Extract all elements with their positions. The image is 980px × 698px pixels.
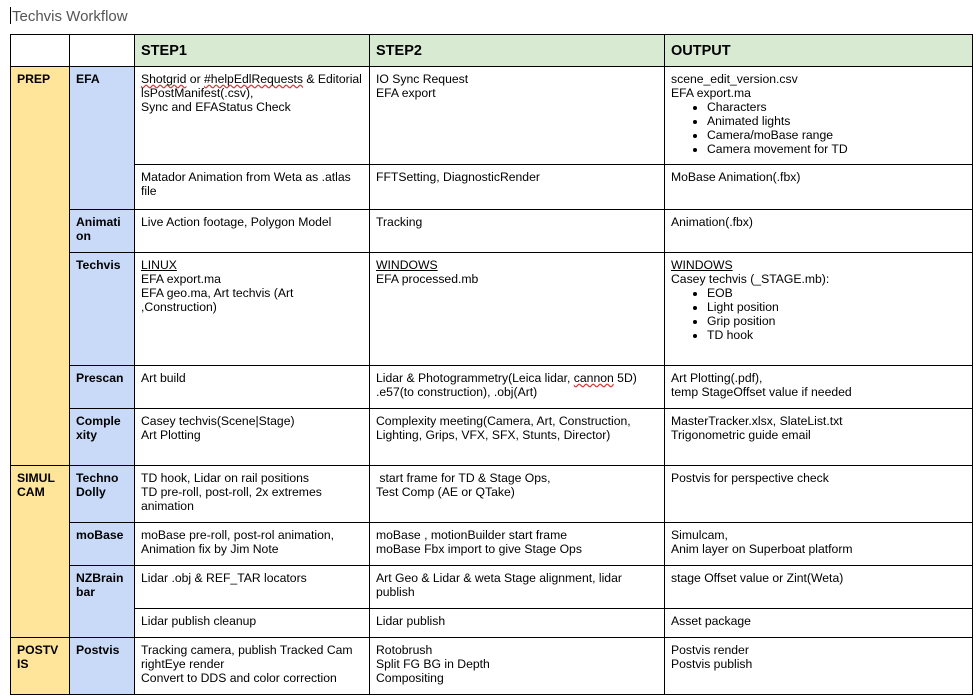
cell-complexity-step2[interactable] xyxy=(370,409,665,466)
cell-nzbrainbar2-step1[interactable]: Lidar publish cleanup xyxy=(135,609,370,638)
cell-animation-step1[interactable]: Live Action footage, Polygon Model xyxy=(135,210,370,253)
list-item: • Animated lights xyxy=(707,114,966,128)
cell-line: EFA processed.mb xyxy=(376,272,479,286)
cell-line: EFA export xyxy=(376,86,436,100)
techvis-output-list xyxy=(671,286,966,342)
help-edl-requests-text: #helpEdlRequests xyxy=(204,72,303,86)
cell-line: scene_edit_version.csv xyxy=(671,72,798,86)
table-row-prescan xyxy=(11,366,973,409)
shotgrid-text: Shotgrid xyxy=(141,72,187,86)
cell-line: Sync and EFAStatus Check xyxy=(141,100,291,114)
cell-line: Compositing xyxy=(376,671,444,685)
cell-efa-step2[interactable] xyxy=(370,67,665,165)
cell-technodolly-step1[interactable] xyxy=(135,466,370,523)
cell-line: Postvis publish xyxy=(671,657,753,671)
cell-postvis-output[interactable] xyxy=(665,638,973,695)
cell-line: ,Construction) xyxy=(141,300,217,314)
table-row-nzbrainbar-1 xyxy=(11,566,973,609)
text-cursor xyxy=(10,7,11,24)
cell-line: EFA geo.ma, Art techvis (Art xyxy=(141,286,294,300)
cell-efa-step1[interactable] xyxy=(135,67,370,165)
header-blank-phase[interactable] xyxy=(11,35,70,67)
cell-line: Postvis render xyxy=(671,643,749,657)
cell-line: EFA export.ma xyxy=(141,272,221,286)
cell-line: publish xyxy=(376,585,415,599)
table-row-mobase xyxy=(11,523,973,566)
table-row-nzbrainbar-2 xyxy=(11,609,973,638)
cell-nzbrainbar1-step1[interactable]: Lidar .obj & REF_TAR locators xyxy=(135,566,370,609)
cell-nzbrainbar2-output[interactable]: Asset package xyxy=(665,609,973,638)
list-item: • Camera movement for TD xyxy=(707,142,966,156)
sub-technodolly[interactable]: Techno Dolly xyxy=(70,466,135,523)
list-item: • EOB xyxy=(707,286,966,300)
cell-line: moBase , motionBuilder start frame xyxy=(376,528,568,542)
os-label-windows: WINDOWS xyxy=(671,258,733,272)
document-title[interactable] xyxy=(10,7,128,25)
cell-efa-output[interactable] xyxy=(665,67,973,165)
list-item: • Camera/moBase range xyxy=(707,128,966,142)
sub-postvis[interactable]: Postvis xyxy=(70,638,135,695)
cannon-text: cannon xyxy=(573,371,614,385)
table-row-efa-1 xyxy=(11,67,973,165)
header-step1[interactable]: STEP1 xyxy=(135,35,370,67)
cell-line: TD pre-roll, post-roll, 2x extremes xyxy=(141,485,322,499)
editorial-text: & Editorial xyxy=(302,72,362,86)
sub-prescan[interactable]: Prescan xyxy=(70,366,135,409)
cell-line: lsPostManifest(.csv), xyxy=(141,86,254,100)
cell-line: .e57(to construction), .obj(Art) xyxy=(376,385,538,399)
cell-line: Lighting, Grips, VFX, SFX, Stunts, Director) xyxy=(376,428,611,442)
cell-line: TD hook, Lidar on rail positions xyxy=(141,471,310,485)
list-item: • TD hook xyxy=(707,328,966,342)
cell-line: Animation fix by Jim Note xyxy=(141,542,279,556)
header-blank-sub[interactable] xyxy=(70,35,135,67)
list-item: • Grip position xyxy=(707,314,966,328)
list-item: • Characters xyxy=(707,100,966,114)
cell-line: file xyxy=(141,184,157,198)
cell-animation-output[interactable]: Animation(.fbx) xyxy=(665,210,973,253)
cell-complexity-output[interactable] xyxy=(665,409,973,466)
cell-line: Trigonometric guide email xyxy=(671,428,811,442)
cell-technodolly-output[interactable]: Postvis for perspective check xyxy=(665,466,973,523)
sub-techvis[interactable]: Techvis xyxy=(70,253,135,366)
cell-nzbrainbar1-step2[interactable] xyxy=(370,566,665,609)
cell-line: Test Comp (AE or QTake) xyxy=(376,485,515,499)
cell-mobase-output[interactable] xyxy=(665,523,973,566)
header-step2[interactable]: STEP2 xyxy=(370,35,665,67)
cell-techvis-step1[interactable] xyxy=(135,253,370,366)
cell-line: Convert to DDS and color correction xyxy=(141,671,337,685)
cell-line: Complexity meeting(Camera, Art, Construction, xyxy=(376,414,631,428)
os-label-windows: WINDOWS xyxy=(376,258,438,272)
table-row-techvis xyxy=(11,253,973,366)
sub-efa[interactable]: EFA xyxy=(70,67,135,210)
cell-line: Split FG BG in Depth xyxy=(376,657,490,671)
cell-line: Art Plotting(.pdf), xyxy=(671,371,763,385)
cell-prescan-step2[interactable] xyxy=(370,366,665,409)
header-row xyxy=(11,35,973,67)
list-item: • Light position xyxy=(707,300,966,314)
table-row-animation xyxy=(11,210,973,253)
cell-line: moBase Fbx import to give Stage Ops xyxy=(376,542,582,556)
cell-line: temp StageOffset value if needed xyxy=(671,385,852,399)
cell-prescan-step1[interactable]: Art build xyxy=(135,366,370,409)
cell-line: Tracking camera, publish Tracked Cam xyxy=(141,643,353,657)
cell-complexity-step1[interactable] xyxy=(135,409,370,466)
sub-nzbrainbar[interactable]: NZBrain bar xyxy=(70,566,135,638)
cell-nzbrainbar2-step2[interactable]: Lidar publish xyxy=(370,609,665,638)
cell-line: Simulcam, xyxy=(671,528,728,542)
cell-line: Matador Animation from Weta as .atlas xyxy=(141,170,351,184)
cell-efa2-output[interactable]: MoBase Animation(.fbx) xyxy=(665,165,973,210)
cell-line: Casey techvis (_STAGE.mb): xyxy=(671,272,830,286)
cell-efa2-step2[interactable]: FFTSetting, DiagnosticRender xyxy=(370,165,665,210)
or-text: or xyxy=(186,72,205,86)
cell-postvis-step1[interactable] xyxy=(135,638,370,695)
table-row-postvis xyxy=(11,638,973,695)
cell-line: Art Geo & Lidar & weta Stage alignment, lidar xyxy=(376,571,622,585)
cell-technodolly-step2[interactable] xyxy=(370,466,665,523)
cell-line: rightEye render xyxy=(141,657,225,671)
document-title-text: Techvis Workflow xyxy=(12,8,128,25)
cell-efa2-step1[interactable] xyxy=(135,165,370,210)
cell-mobase-step2[interactable] xyxy=(370,523,665,566)
phase-simulcam[interactable]: SIMUL CAM xyxy=(11,466,70,638)
table-row-complexity xyxy=(11,409,973,466)
os-label-linux: LINUX xyxy=(141,258,177,272)
cell-techvis-output[interactable] xyxy=(665,253,973,366)
sub-mobase[interactable]: moBase xyxy=(70,523,135,566)
cell-nzbrainbar1-output[interactable]: stage Offset value or Zint(Weta) xyxy=(665,566,973,609)
cell-line: IO Sync Request xyxy=(376,72,469,86)
cell-line: MasterTracker.xlsx, SlateList.txt xyxy=(671,414,843,428)
efa-output-list xyxy=(671,100,966,156)
sub-complexity[interactable]: Comple xity xyxy=(70,409,135,466)
cell-line: Anim layer on Superboat platform xyxy=(671,542,853,556)
5d-text: 5D) xyxy=(613,371,637,385)
cell-line: EFA export.ma xyxy=(671,86,751,100)
cell-line: moBase pre-roll, post-rol animation, xyxy=(141,528,335,542)
cell-line: Rotobrush xyxy=(376,643,433,657)
table-row-efa-2 xyxy=(11,165,973,210)
phase-prep[interactable]: PREP xyxy=(11,67,70,466)
cell-line: animation xyxy=(141,499,194,513)
cell-mobase-step1[interactable] xyxy=(135,523,370,566)
cell-techvis-step2[interactable] xyxy=(370,253,665,366)
cell-animation-step2[interactable]: Tracking xyxy=(370,210,665,253)
cell-postvis-step2[interactable] xyxy=(370,638,665,695)
workflow-table xyxy=(10,34,973,695)
cell-prescan-output[interactable] xyxy=(665,366,973,409)
cell-line: start frame for TD & Stage Ops, xyxy=(376,471,551,485)
header-output[interactable]: OUTPUT xyxy=(665,35,973,67)
phase-postvis[interactable]: POSTV IS xyxy=(11,638,70,695)
cell-line: Art Plotting xyxy=(141,428,201,442)
lidar-text: Lidar & Photogrammetry(Leica lidar, xyxy=(376,371,574,385)
cell-line: Casey techvis(Scene|Stage) xyxy=(141,414,295,428)
table-row-technodolly xyxy=(11,466,973,523)
sub-animation[interactable]: Animati on xyxy=(70,210,135,253)
